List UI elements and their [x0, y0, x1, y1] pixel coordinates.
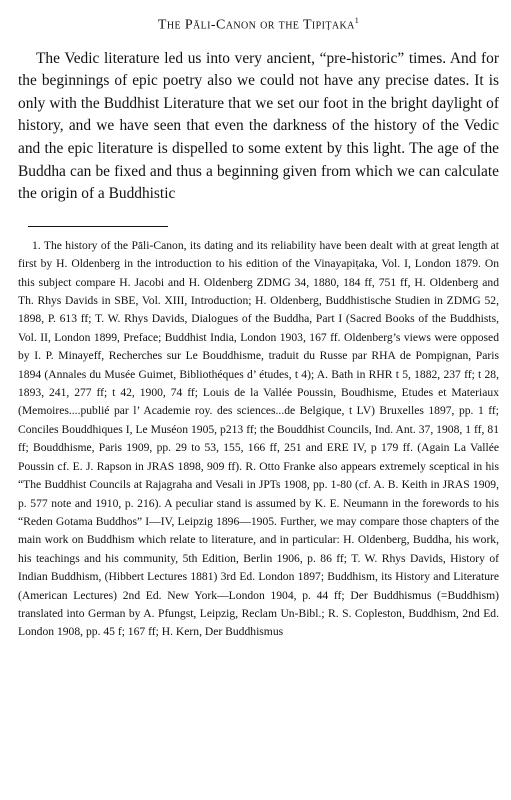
page-title [18, 0, 499, 34]
footnote-divider [28, 226, 168, 227]
body-paragraph: The Vedic literature led us into very ancient, “pre-historic” times. And for the beginnings of epic poetry also we could not have any precise dates. It is only with the Buddhist Literature that we set our foot in the bright daylight of history, and we have seen that even the darkness of the history of the Vedic and the epic literature is dispelled to some extent by this light. The age of the Buddha can be fixed and thus a beginning given from which we can calculate the origin of a Buddhistic [18, 49, 499, 203]
footnote: 1. The history of the Pāli-Canon, its dating and its reliability have been dealt with at great length at first by H. Oldenberg in the introduction to his edition of the Vinayapiṭaka, Vol. I, London 1879. On this subject compare H. Jacobi and H. Oldenberg ZDMG 34, 1880, 184 ff, 751 ff, H. Oldenberg and Th. Rhys Davids in SBE, Vol. XIII, Introduction; H. Oldenberg, Buddhistische Studien in ZDMG 52, 1898, P. 613 ff; T. W. Rhys Davids, Dialogues of the Buddha, Part I (Sacred Books of the Buddhists, Vol. II, London 1899, Preface; Buddhist India, London 1903, 167 ff. Oldenberg’s views were opposed by I. P. Minayeff, Recherches sur Le Bouddhisme, traduit du Russe par RHA de Pompignan, Paris 1894 (Annales du Musée Guimet, Bibliothéques d’ études, t 4); A. Bath in RHR t 5, 1882, 237 ff; t 28, 1893, 241, 277 ff; t 42, 1900, 74 ff; Louis de la Vallée Poussin, Boudhisme, Etudes et Materiaux (Memoires....publié par l’ Academie roy. des sciences...de Belgique, t LV) Bruxelles 1897, pp. 1 ff; Conciles Bouddhiques I, Le Muséon 1905, p213 ff; the Bouddhist Councils, Ind. Ant. 37, 1908, 1 ff, 81 ff; Bouddhisme, Paris 1909, pp. 29 to 53, 155, 166 ff, 251 and ERE IV, p 179 ff. (Again La Vallée Poussin cf. E. J. Rapson in JRAS 1898, 909 ff). R. Otto Franke also appears extremely sceptical in his “The Buddhist Councils at Rajagraha and Vesali in JPTs 1908, pp. 1-80 (cf. A. B. Keith in JRAS 1909, p. 577 note and 1910, p. 216). A peculiar stand is assumed by K. E. Neumann in the forewords to his “Reden Gotama Buddhos” I—IV, Leipzig 1896—1905. Further, we may compare those chapters of the main work on Buddhism which relate to literature, and in particular: H. Oldenberg, Buddha, his work, his teachings and his community, 5th Edition, Berlin 1906, p. 86 ff; T. W. Rhys Davids, History of Indian Buddhism, (Hibbert Lectures 1881) 3rd Ed. London 1897; Buddhism, its History and Literature (American Lectures) 2nd Ed. New York—London 1904, p. 44 ff; Der Buddhismus (=Buddhism) translated into German by A. Pfungst, Leipzig, Reclam Un-Bibl.; R. S. Copleston, Buddhism, 2nd Ed. London 1908, pp. 45 f; 167 ff; H. Kern, Der Buddhismus [18, 238, 499, 639]
page-title-text: The Pāli-Canon or the Tipiṭaka [157, 17, 355, 33]
title-footnote-marker: 1 [354, 16, 360, 25]
